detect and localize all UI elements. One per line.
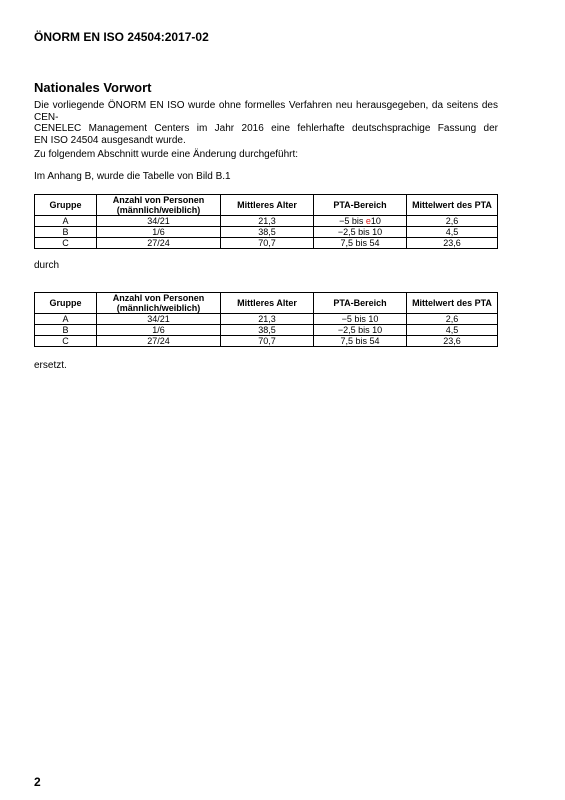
table-row: [35, 314, 498, 325]
cell-gruppe: C: [35, 238, 97, 249]
cell-alter: 38,5: [221, 227, 314, 238]
table-row: [35, 238, 498, 249]
cell-alter: 21,3: [221, 216, 314, 227]
cell-bereich: 7,5 bis 54: [314, 336, 407, 347]
table-header-row: [35, 195, 498, 216]
cell-bereich: −2,5 bis 10: [314, 227, 407, 238]
table-row: [35, 216, 498, 227]
cell-mittelwert: 4,5: [407, 325, 498, 336]
cell-mittelwert: 2,6: [407, 314, 498, 325]
header-pta-bereich: PTA-Bereich: [314, 195, 407, 216]
cell-alter: 70,7: [221, 336, 314, 347]
cell-gruppe: A: [35, 216, 97, 227]
cell-anzahl: 27/24: [97, 336, 221, 347]
page-header: ÖNORM EN ISO 24504:2017-02: [34, 30, 209, 44]
original-table: [34, 194, 498, 249]
header-anzahl-line2: (männlich/weiblich): [116, 303, 201, 313]
table-row: [35, 227, 498, 238]
page-number: 2: [34, 775, 41, 789]
table-header-row: [35, 293, 498, 314]
header-anzahl-line1: Anzahl von Personen: [112, 195, 205, 205]
durch-text: durch: [34, 260, 60, 271]
cell-alter: 70,7: [221, 238, 314, 249]
cell-gruppe: C: [35, 336, 97, 347]
header-pta-mittelwert: Mittelwert des PTA: [407, 293, 498, 314]
header-anzahl-line1: Anzahl von Personen: [112, 293, 205, 303]
cell-mittelwert: 23,6: [407, 238, 498, 249]
header-pta-mittelwert: Mittelwert des PTA: [407, 195, 498, 216]
table-row: [35, 336, 498, 347]
intro-paragraph: [34, 100, 498, 146]
header-pta-bereich: PTA-Bereich: [314, 293, 407, 314]
corrected-table: [34, 292, 498, 347]
cell-anzahl: 1/6: [97, 325, 221, 336]
bereich-suffix: 10: [370, 216, 381, 226]
ersetzt-text: ersetzt.: [34, 360, 67, 371]
cell-gruppe: B: [35, 325, 97, 336]
cell-anzahl: 27/24: [97, 238, 221, 249]
header-anzahl-line2: (männlich/weiblich): [116, 205, 201, 215]
header-anzahl: [97, 195, 221, 216]
cell-bereich: −2,5 bis 10: [314, 325, 407, 336]
change-note: Zu folgendem Abschnitt wurde eine Änderung durchgeführt:: [34, 149, 299, 160]
cell-alter: 21,3: [221, 314, 314, 325]
intro-line: Die vorliegende ÖNORM EN ISO wurde ohne formelles Verfahren neu herausgegeben, da seitens des CEN-: [34, 100, 498, 123]
header-anzahl: [97, 293, 221, 314]
bereich-prefix: −5 bis: [339, 216, 366, 226]
annex-note: Im Anhang B, wurde die Tabelle von Bild B.1: [34, 171, 231, 182]
header-gruppe: Gruppe: [35, 293, 97, 314]
table-row: [35, 325, 498, 336]
cell-bereich: −5 bis 10: [314, 314, 407, 325]
header-alter: Mittleres Alter: [221, 195, 314, 216]
cell-mittelwert: 23,6: [407, 336, 498, 347]
cell-gruppe: A: [35, 314, 97, 325]
cell-alter: 38,5: [221, 325, 314, 336]
cell-bereich: [314, 216, 407, 227]
section-title: Nationales Vorwort: [34, 80, 152, 95]
cell-mittelwert: 4,5: [407, 227, 498, 238]
header-gruppe: Gruppe: [35, 195, 97, 216]
cell-anzahl: 1/6: [97, 227, 221, 238]
intro-line: CENELEC Management Centers im Jahr 2016 eine fehlerhafte deutschsprachige Fassung der: [34, 123, 498, 134]
intro-line: EN ISO 24504 ausgesandt wurde.: [34, 134, 186, 146]
cell-anzahl: 34/21: [97, 314, 221, 325]
typo-highlight: e: [365, 216, 371, 226]
cell-mittelwert: 2,6: [407, 216, 498, 227]
header-alter: Mittleres Alter: [221, 293, 314, 314]
cell-anzahl: 34/21: [97, 216, 221, 227]
cell-gruppe: B: [35, 227, 97, 238]
cell-bereich: 7,5 bis 54: [314, 238, 407, 249]
